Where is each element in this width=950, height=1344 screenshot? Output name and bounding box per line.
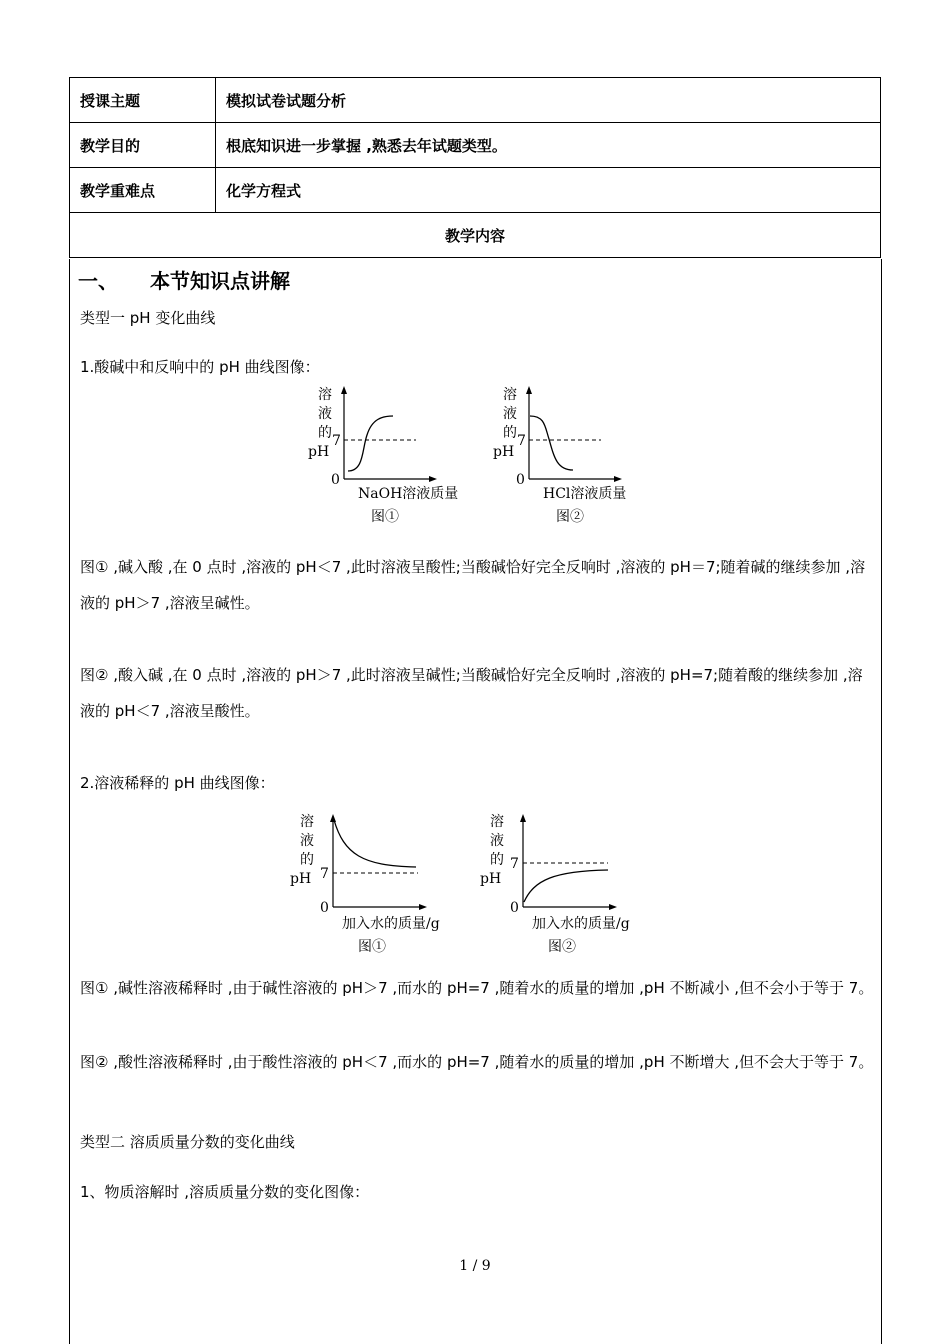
goal-label: 教学目的 xyxy=(70,123,216,168)
x-axis-label: 加入水的质量/g xyxy=(532,916,630,932)
origin-label: 0 xyxy=(516,472,525,488)
page-number: 1 / 9 xyxy=(459,1258,491,1274)
teaching-content xyxy=(69,259,882,1344)
ph-curve xyxy=(334,820,416,867)
y-axis-arrow xyxy=(520,814,526,822)
y-label-char: pH xyxy=(493,444,515,460)
type1-para3: 图① ,碱性溶液稀释时 ,由于碱性溶液的 pH＞7 ,而水的 pH=7 ,随着水的质量的增加 ,pH 不断减小 ,但不会小于等于 7。 xyxy=(80,979,874,997)
ph-chart-hcl xyxy=(483,383,683,528)
type2-title: 类型二 溶质质量分数的变化曲线 xyxy=(80,1133,295,1151)
y-label-char: 的 xyxy=(318,425,332,441)
type1-sub2: 2.溶液稀释的 pH 曲线图像： xyxy=(80,774,275,792)
y-label-char: 溶 xyxy=(503,387,517,403)
type1-sub1: 1.酸碱中和反响中的 pH 曲线图像： xyxy=(80,358,320,376)
y-label-char: 溶 xyxy=(490,814,504,830)
dilution-chart-acid xyxy=(472,810,687,955)
y-label-char: 液 xyxy=(300,833,314,849)
lesson-info-table xyxy=(69,77,881,258)
y-label-char: pH xyxy=(308,444,330,460)
ph-curve xyxy=(348,416,393,471)
topic-value: 模拟试卷试题分析 xyxy=(216,78,881,123)
x-axis-arrow xyxy=(614,476,622,482)
origin-label: 0 xyxy=(331,472,340,488)
tick-7: 7 xyxy=(332,433,341,449)
origin-label: 0 xyxy=(510,900,519,916)
focus-label: 教学重难点 xyxy=(70,168,216,213)
table-row xyxy=(70,213,881,258)
y-label-char: 液 xyxy=(490,833,504,849)
tick-7: 7 xyxy=(510,856,519,872)
dilution-chart-base xyxy=(282,810,497,955)
type1-title: 类型一 pH 变化曲线 xyxy=(80,309,216,327)
topic-label: 授课主题 xyxy=(70,78,216,123)
y-label-char: 溶 xyxy=(300,814,314,830)
y-label-char: 液 xyxy=(318,406,332,422)
table-row xyxy=(70,123,881,168)
x-axis-arrow xyxy=(429,476,437,482)
tick-7: 7 xyxy=(320,866,329,882)
table-row xyxy=(70,168,881,213)
y-label-char: 的 xyxy=(300,852,314,868)
focus-value: 化学方程式 xyxy=(216,168,881,213)
x-axis-label: 加入水的质量/g xyxy=(342,916,440,932)
y-label-char: pH xyxy=(480,871,502,887)
y-label-char: 的 xyxy=(490,852,504,868)
section-number: 一、 xyxy=(78,269,118,293)
y-axis-arrow xyxy=(526,386,532,394)
type1-para4: 图② ,酸性溶液稀释时 ,由于酸性溶液的 pH＜7 ,而水的 pH=7 ,随着水的质量的增加 ,pH 不断增大 ,但不会大于等于 7。 xyxy=(80,1053,874,1071)
x-axis-label: HCl溶液质量 xyxy=(543,486,627,502)
figure-caption: 图① xyxy=(358,939,386,955)
y-label-char: 的 xyxy=(503,425,517,441)
type1-para1: 图① ,碱入酸 ,在 0 点时 ,溶液的 pH＜7 ,此时溶液呈酸性;当酸碱恰好完全反响时 ,溶液的 pH＝7;随着碱的继续参加 ,溶液的 pH＞7 ,溶液呈碱性。 xyxy=(80,558,866,612)
content-header: 教学内容 xyxy=(70,213,881,258)
goal-value: 根底知识进一步掌握 ,熟悉去年试题类型。 xyxy=(216,123,881,168)
y-axis-arrow xyxy=(330,814,336,822)
ph-curve xyxy=(530,416,573,470)
origin-label: 0 xyxy=(320,900,329,916)
ph-curve xyxy=(524,870,608,902)
type2-sub1: 1、物质溶解时 ,溶质质量分数的变化图像： xyxy=(80,1183,370,1201)
x-axis-arrow xyxy=(419,904,427,910)
ph-chart-naoh xyxy=(298,383,498,528)
figure-caption: 图① xyxy=(371,509,399,525)
figure-caption: 图② xyxy=(556,509,584,525)
x-axis-label: NaOH溶液质量 xyxy=(358,486,459,502)
y-label-char: 液 xyxy=(503,406,517,422)
y-label-char: 溶 xyxy=(318,387,332,403)
table-row xyxy=(70,78,881,123)
type1-para2: 图② ,酸入碱 ,在 0 点时 ,溶液的 pH＞7 ,此时溶液呈碱性;当酸碱恰好完全反响时 ,溶液的 pH=7;随着酸的继续参加 ,溶液的 pH＜7 ,溶液呈酸性。 xyxy=(80,666,863,720)
section-heading xyxy=(78,265,290,294)
x-axis-arrow xyxy=(609,904,617,910)
tick-7: 7 xyxy=(517,433,526,449)
figure-caption: 图② xyxy=(548,939,576,955)
y-axis-arrow xyxy=(341,386,347,394)
y-label-char: pH xyxy=(290,871,312,887)
section-title: 本节知识点讲解 xyxy=(150,269,290,293)
